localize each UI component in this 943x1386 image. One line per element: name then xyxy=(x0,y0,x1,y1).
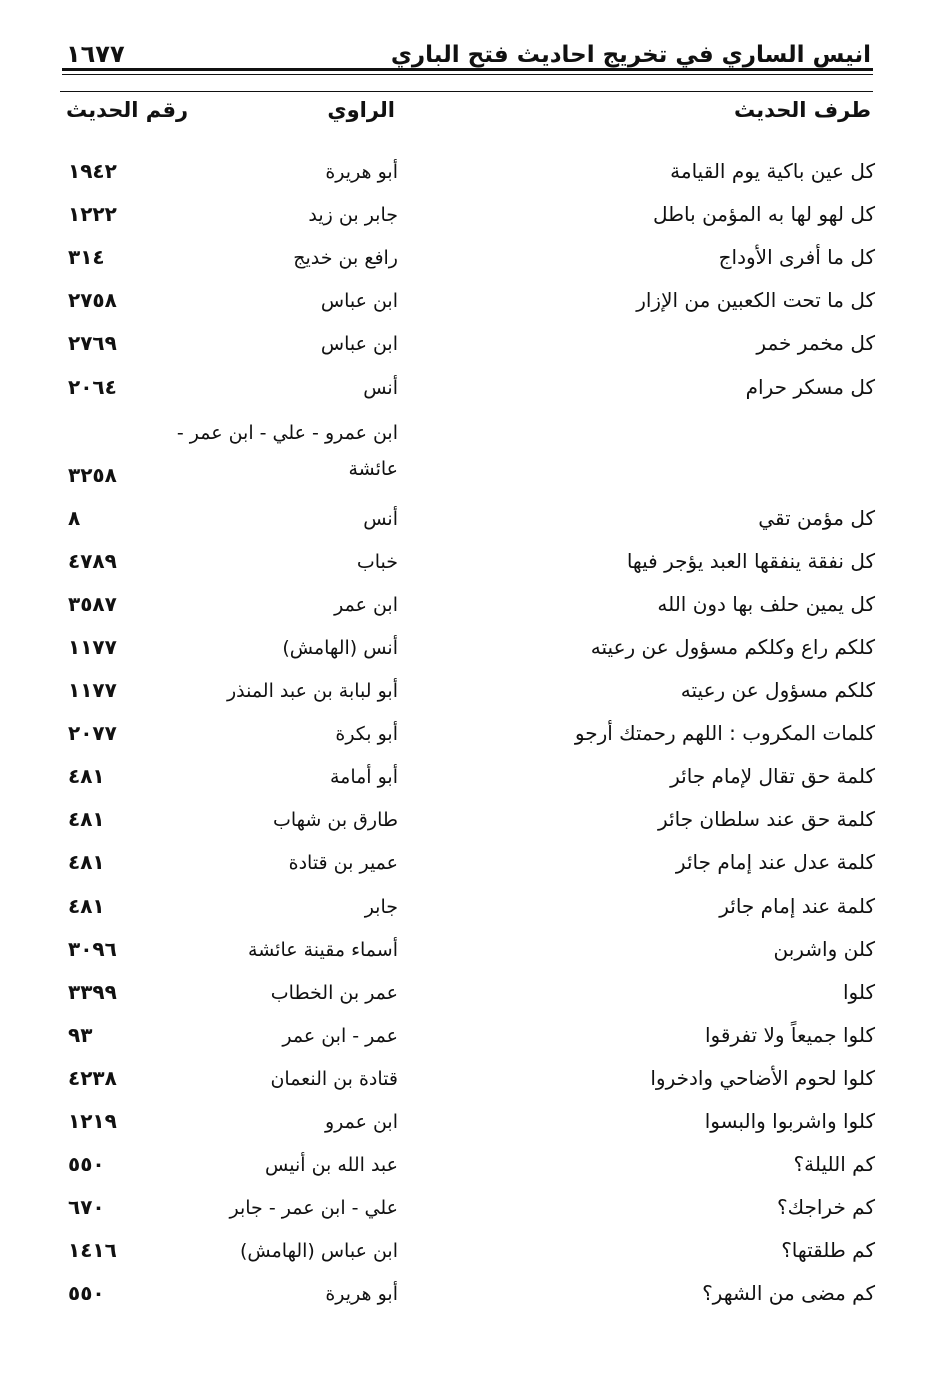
narrator-line: أنس xyxy=(363,507,398,530)
index-row xyxy=(0,318,943,361)
hadith-number: ١١٧٧ xyxy=(68,634,117,659)
hadith-opening: كم خراجك؟ xyxy=(777,1195,875,1220)
hadith-number: ٥٥٠ xyxy=(68,1152,105,1177)
hadith-opening: كل عين باكية يوم القيامة xyxy=(670,159,875,184)
index-row xyxy=(0,536,943,579)
hadith-number: ٢٠٦٤ xyxy=(68,374,117,399)
narrator-line: ابن عباس xyxy=(320,333,398,356)
narrator-line: جابر بن زيد xyxy=(308,204,398,227)
narrator-line: عمير بن قتادة xyxy=(288,852,398,875)
narrator-line: ابن عمرو - علي - ابن عمر - xyxy=(176,421,398,444)
index-row xyxy=(0,794,943,837)
narrator-line: علي - ابن عمر - جابر xyxy=(229,1197,398,1220)
hadith-number: ١٢٢٢ xyxy=(68,202,117,227)
index-row xyxy=(0,189,943,232)
hadith-number: ١٩٤٢ xyxy=(68,159,117,184)
index-row xyxy=(0,967,943,1010)
narrator-line: عمر - ابن عمر xyxy=(282,1024,398,1047)
page-number: ١٦٧٧ xyxy=(66,40,125,68)
hadith-opening: كلمات المكروب : اللهم رحمتك أرجو xyxy=(574,721,875,746)
narrator xyxy=(335,723,398,745)
narrator-line: أسماء مقينة عائشة xyxy=(248,938,398,961)
index-row xyxy=(0,146,943,189)
index-row xyxy=(0,880,943,923)
hadith-opening: كلمة حق تقال لإمام جائر xyxy=(670,764,875,789)
narrator xyxy=(330,766,398,788)
narrator xyxy=(282,1025,398,1047)
narrator xyxy=(229,1197,398,1219)
book-title: انيس الساري في تخريج احاديث فتح الباري xyxy=(390,42,871,68)
index-row xyxy=(0,405,943,493)
narrator-line: ابن عمر xyxy=(334,593,398,616)
hadith-number: ٣١٤ xyxy=(68,245,105,270)
narrator xyxy=(248,939,398,961)
hadith-opening: كل نفقة ينفقها العبد يؤجر فيها xyxy=(626,548,875,573)
narrator xyxy=(363,377,398,399)
hadith-opening: كم مضى من الشهر؟ xyxy=(702,1281,875,1306)
hadith-number: ٣٣٩٩ xyxy=(68,979,117,1004)
narrator-line: أبو لبابة بن عبد المنذر xyxy=(226,680,398,703)
hadith-opening: كلوا xyxy=(842,979,875,1004)
narrator-line: عمر بن الخطاب xyxy=(270,981,398,1004)
narrator-line: رافع بن خديج xyxy=(293,247,398,270)
header-rule-thick xyxy=(62,68,873,71)
hadith-opening: كلكم مسؤول عن رعيته xyxy=(680,678,875,703)
hadith-number: ٤٨١ xyxy=(68,893,105,918)
narrator-line: أبو بكرة xyxy=(335,723,398,746)
index-row xyxy=(0,1182,943,1225)
narrator xyxy=(321,290,398,312)
header-rule-thin xyxy=(62,74,873,75)
hadith-opening: كل مخمر خمر xyxy=(756,331,875,356)
narrator-line: ابن عمرو xyxy=(324,1110,398,1133)
column-headers xyxy=(0,92,943,134)
hadith-number: ٣٢٥٨ xyxy=(68,462,117,487)
narrator xyxy=(293,247,398,269)
hadith-number: ٣٠٩٦ xyxy=(68,936,117,961)
index-row xyxy=(0,1096,943,1139)
narrator-line: خباب xyxy=(356,550,398,573)
narrator-line: قتادة بن النعمان xyxy=(270,1067,398,1090)
hadith-opening: كل ما أفرى الأوداج xyxy=(718,245,875,270)
hadith-number: ٩٣ xyxy=(68,1022,93,1047)
hadith-opening: كلمة عدل عند إمام جائر xyxy=(675,850,875,875)
hadith-number: ٢٧٦٩ xyxy=(68,331,117,356)
hadith-opening: كلمة حق عند سلطان جائر xyxy=(658,807,875,832)
hadith-opening: كلوا لحوم الأضاحي وادخروا xyxy=(650,1065,875,1090)
narrator xyxy=(325,1283,398,1305)
column-header-raqm: رقم الحديث xyxy=(66,98,189,122)
hadith-number: ٤٧٨٩ xyxy=(68,548,117,573)
index-row xyxy=(0,1225,943,1268)
hadith-opening: كلمة عند إمام جائر xyxy=(719,893,875,918)
index-row xyxy=(0,275,943,318)
index-row xyxy=(0,751,943,794)
narrator xyxy=(365,896,398,918)
hadith-opening: كم الليلة؟ xyxy=(793,1152,875,1177)
narrator-line: جابر xyxy=(364,895,398,918)
index-row xyxy=(0,665,943,708)
hadith-opening: كل ما تحت الكعبين من الإزار xyxy=(636,288,875,313)
hadith-number: ٤٨١ xyxy=(68,850,105,875)
index-row xyxy=(0,924,943,967)
hadith-opening: كم طلقتها؟ xyxy=(781,1238,875,1263)
hadith-number: ٦٧٠ xyxy=(68,1195,105,1220)
narrator xyxy=(270,1068,398,1090)
narrator xyxy=(227,680,398,702)
index-row xyxy=(0,493,943,536)
hadith-number: ٢٠٧٧ xyxy=(68,721,117,746)
index-row xyxy=(0,837,943,880)
index-row xyxy=(0,232,943,275)
narrator-line: أنس xyxy=(363,376,398,399)
narrator xyxy=(321,333,398,355)
hadith-number: ١٤١٦ xyxy=(68,1238,117,1263)
hadith-number: ١٢١٩ xyxy=(68,1108,117,1133)
narrator xyxy=(240,1240,398,1262)
narrator-line: أنس (الهامش) xyxy=(282,636,398,659)
index-row xyxy=(0,1010,943,1053)
index-row xyxy=(0,1139,943,1182)
hadith-opening: كلكم راع وكلكم مسؤول عن رعيته xyxy=(590,634,875,659)
hadith-number: ٣٥٨٧ xyxy=(68,591,117,616)
narrator-line: ابن عباس (الهامش) xyxy=(239,1240,398,1263)
hadith-number: ٤٨١ xyxy=(68,807,105,832)
narrator xyxy=(273,809,398,831)
narrator xyxy=(325,1111,398,1133)
hadith-number: ٥٥٠ xyxy=(68,1281,105,1306)
hadith-opening: كلوا جميعاً ولا تفرقوا xyxy=(704,1022,875,1047)
narrator-line: أبو هريرة xyxy=(325,1283,398,1306)
hadith-opening: كلن واشربن xyxy=(773,936,875,961)
narrator-line: طارق بن شهاب xyxy=(272,809,398,832)
hadith-number: ٨ xyxy=(68,505,81,530)
hadith-opening: كلوا واشربوا والبسوا xyxy=(704,1108,875,1133)
index-row xyxy=(0,1268,943,1311)
hadith-number: ١١٧٧ xyxy=(68,678,117,703)
hadith-number: ٤٢٣٨ xyxy=(68,1065,117,1090)
hadith-number: ٢٧٥٨ xyxy=(68,288,117,313)
column-header-tarf: طرف الحديث xyxy=(733,98,871,122)
narrator xyxy=(363,508,398,530)
narrator xyxy=(265,1154,398,1176)
hadith-opening: كل مسكر حرام xyxy=(745,374,875,399)
narrator xyxy=(177,415,398,487)
index-row xyxy=(0,361,943,404)
index-row xyxy=(0,622,943,665)
running-head xyxy=(66,28,871,68)
narrator xyxy=(325,161,398,183)
hadith-number: ٤٨١ xyxy=(68,764,105,789)
hadith-opening: كل يمين حلف بها دون الله xyxy=(657,591,875,616)
narrator-line: أبو أمامة xyxy=(329,766,398,789)
narrator xyxy=(308,204,398,226)
narrator xyxy=(334,594,398,616)
index-row xyxy=(0,579,943,622)
narrator xyxy=(289,852,398,874)
narrator xyxy=(282,637,398,659)
index-row xyxy=(0,1053,943,1096)
index-row xyxy=(0,708,943,751)
column-header-rawi: الراوي xyxy=(327,98,395,122)
narrator xyxy=(357,551,398,573)
narrator-line: أبو هريرة xyxy=(325,161,398,184)
narrator-line: عبد الله بن أنيس xyxy=(265,1154,398,1177)
narrator-line: عائشة xyxy=(348,457,398,480)
hadith-opening: كل لهو لها به المؤمن باطل xyxy=(652,202,875,227)
narrator xyxy=(271,982,398,1004)
hadith-index-list xyxy=(0,146,943,1311)
narrator-line: ابن عباس xyxy=(320,290,398,313)
hadith-opening: كل مؤمن تقي xyxy=(758,505,875,530)
